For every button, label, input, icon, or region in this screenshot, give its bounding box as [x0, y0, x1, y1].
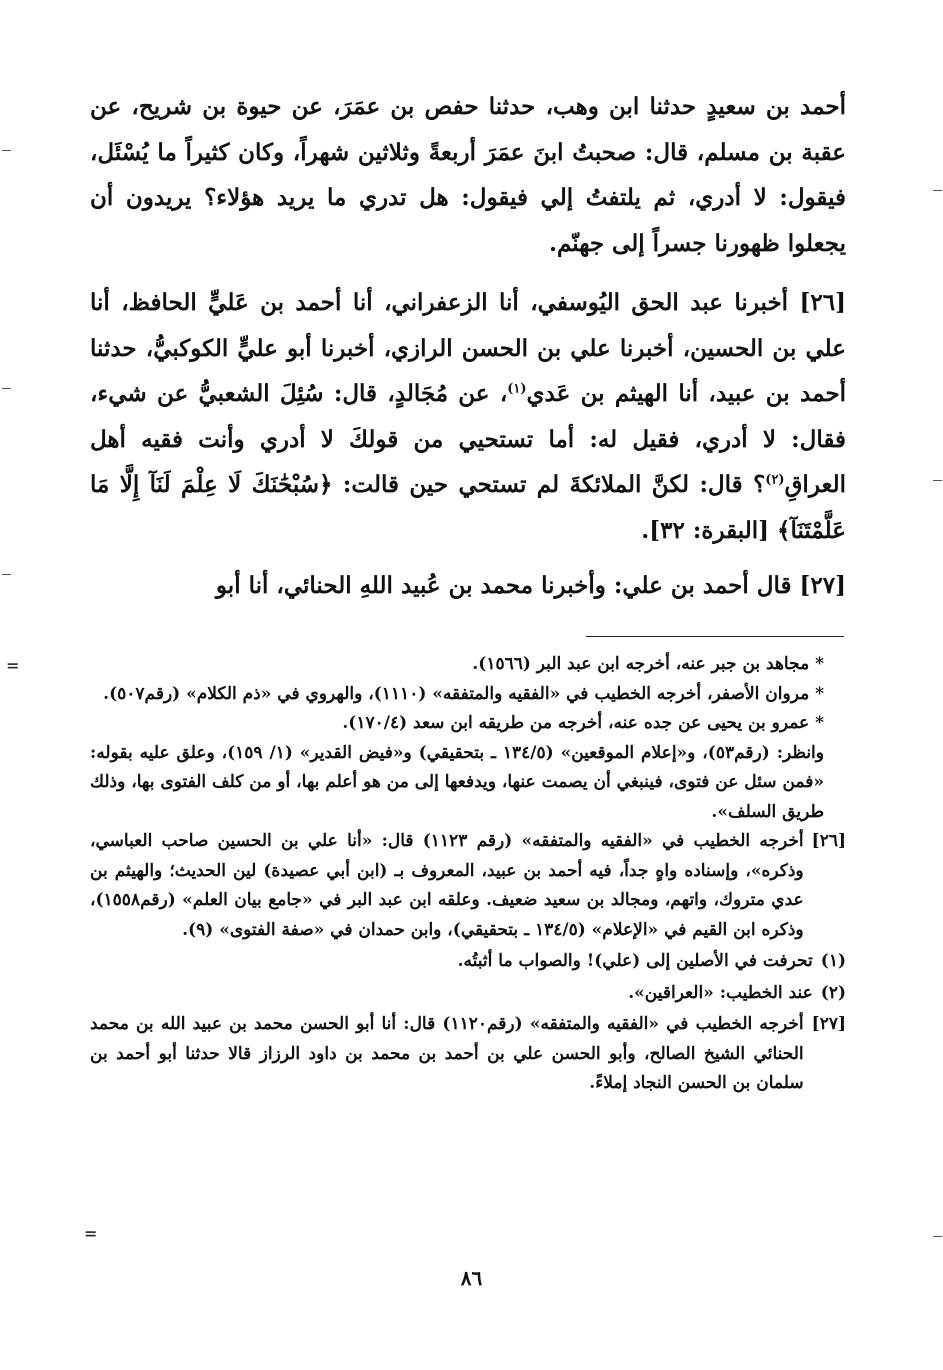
margin-tick: [933, 190, 942, 191]
footnote-26-label: [٢٦]: [811, 831, 846, 851]
footnote-ref-1[interactable]: (١): [507, 381, 527, 397]
footnote-bullet-2: * مروان الأصفر، أخرجه الخطيب في «الفقيه والمتفقه» (١١١٠)، والهروي في «ذم الكلام» (رقم٥٠٧).: [103, 683, 824, 704]
continuation-mark-top: =: [6, 656, 20, 675]
margin-tick: [2, 574, 11, 575]
main-text: [90, 84, 846, 609]
entry-26-text-part3: ؟ قال: لكنَّ الملائكةَ لم تستحي حين قالت: ﴿سُبْحَٰنَكَ لَا عِلْمَ لَنَآ إِلَّا مَا عَلَّمْتَنَآ﴾ [البقرة: ٣٢].: [90, 471, 846, 544]
footnote-2-label: (٢): [820, 982, 846, 1003]
footnote-bullet-3: * عمرو بن يحيى عن جده عنه، أخرجه من طريقه ابن سعد (١٧٠/٤).: [342, 713, 824, 733]
footnote-26-text: أخرجه الخطيب في «الفقيه والمتفقه» (رقم ١١٢٣) قال: «أنا علي بن الحسين صاحب العباسي، وذكره»، وإسناده واهٍ جداً، فيه أحمد بن عبيد، المعروف بـ (ابن أبي عصيدة) لين الحديث؛ والهيثم بن عدي متروك، واتهم، ومجالد بن سعيد ضعيف. وعلقه ابن عبد البر في «جامع بيان العلم» (رقم١٥٥٨)، وذكره ابن القيم في «الإعلام» (١٣٤/٥ ـ بتحقيقي)، وابن حمدان في «صفة الفتوى» (٩).: [90, 831, 804, 940]
footnote-27-text: أخرجه الخطيب في «الفقيه والمتفقه» (رقم١١٢٠) قال: أنا أبو الحسن محمد بن عبيد الله بن محمد الحنائي الشيخ الصالح، وأبو الحسن علي بن أحمد بن محمد بن داود الرزاز قالا حدثنا أبو أحمد بن سلمان بن الحسن النجاد إملاءً.: [90, 1014, 804, 1093]
margin-tick: [933, 1236, 942, 1237]
entry-26-text-part2: ، عن مُجَالدٍ، قال: سُئِلَ الشعبيُّ عن شيء، فقال: لا أدري، فقيل له: أما تستحيي من قولكَ لا أدري وأنت فقيه أهل العراقِ: [90, 380, 846, 498]
margin-tick: [2, 150, 11, 151]
entry-27-text: قال أحمد بن علي: وأخبرنا محمد بن عُبيد اللهِ الحنائي، أنا أبو: [215, 572, 792, 599]
footnote-see-also: وانظر: (رقم٥٣)، و«إعلام الموقعين» (١٣٤/٥ ـ بتحقيقي) و«فيض القدير» (١/ ١٥٩)، وعلق عليه بقوله: «فمن سئل عن فتوى، فينبغي أن يصمت عنها، ويدفعها إلى من هو أعلم بها، أو من كلف الفتوى بها، وذلك طريق السلف».: [90, 742, 824, 822]
continuation-mark-bottom: =: [84, 1224, 98, 1243]
entry-26: [90, 280, 846, 553]
entry-26-number: [٢٦]: [799, 289, 846, 316]
page-number: ٨٦: [460, 1266, 483, 1290]
footnote-27-label: [٢٧]: [811, 1014, 846, 1034]
entry-27-number: [٢٧]: [799, 572, 846, 599]
footnote-27: [90, 1010, 846, 1099]
margin-tick: [2, 388, 11, 389]
intro-paragraph: أحمد بن سعيدٍ حدثنا ابن وهب، حدثنا حفص بن عمَرَ، عن حيوة بن شريح، عن عقبة بن مسلم، قال: صحبتُ ابنَ عمَرَ أربعةً وثلاثين شهراً، وكان كثيراً ما يُسْئَل، فيقول: لا أدري، ثم يلتفتُ إلي فيقول: هل تدري ما يريد هؤلاء؟ يريدون أن يجعلوا ظهورنا جسراً إلى جهنّم.: [90, 93, 846, 257]
margin-tick: [933, 480, 942, 481]
entry-26-text-part1: أخبرنا عبد الحق اليُوسفي، أنا الزعفراني، أنا أحمد بن عَليٍّ الحافظ، أنا علي بن الحسين، أخبرنا علي بن الحسن الرازي، أخبرنا أبو عليٍّ الكوكبيُّ، حدثنا أحمد بن عبيد، أنا الهيثم بن عَدي: [90, 289, 846, 407]
footnotes: [90, 650, 846, 1099]
footnote-1-label: (١): [820, 951, 846, 971]
footnote-ref-2[interactable]: (٢): [765, 472, 785, 488]
footnote-1-text: تحرفت في الأصلين إلى (علي)! والصواب ما أثبتُه.: [457, 951, 813, 971]
footnote-2-text: عند الخطيب: «العراقين».: [628, 982, 813, 1003]
entry-27: [90, 563, 846, 609]
footnote-separator: [586, 636, 844, 637]
footnote-2: [90, 979, 846, 1009]
footnote-1: [90, 947, 846, 977]
footnote-26: [90, 827, 846, 945]
footnote-bullet-1: * مجاهد بن جبر عنه، أخرجه ابن عبد البر (١٥٦٦).: [472, 654, 824, 674]
